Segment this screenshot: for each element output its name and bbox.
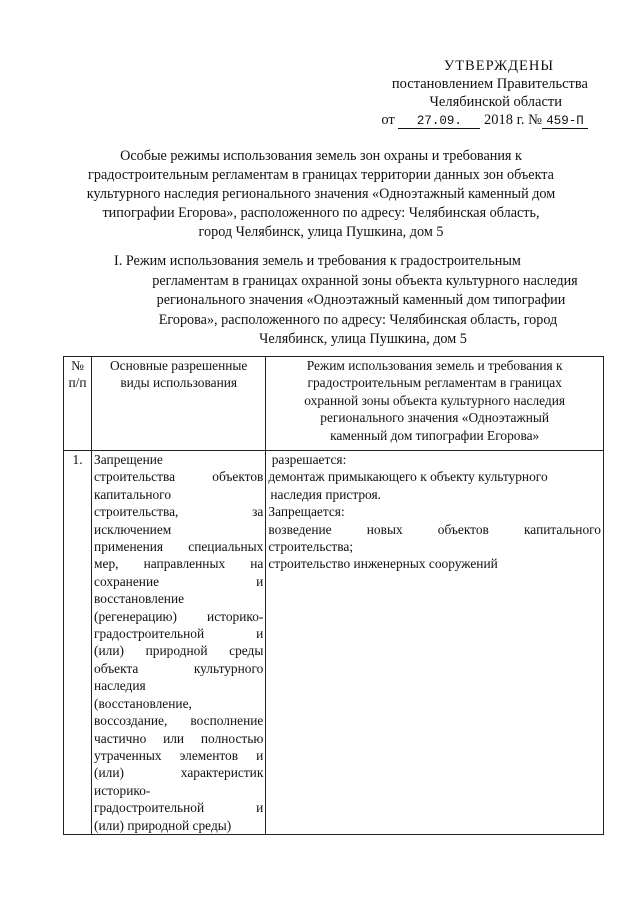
table-row: [64, 451, 604, 835]
uses-line: частично или полностью: [94, 730, 264, 746]
uses-line: Запрещение: [94, 452, 163, 467]
header-uses-line: Основные разрешенные: [110, 358, 248, 373]
uses-line: (или) характеристик: [94, 765, 264, 781]
approval-line-1: постановлением Правительства: [391, 76, 588, 92]
approval-block: [381, 57, 588, 129]
uses-line: воссоздание, восполнение: [94, 713, 264, 729]
uses-line: (восстановление,: [94, 695, 192, 711]
header-regime-line: градостроительным регламентам в границах: [307, 375, 562, 391]
heading-line: Особые режимы использования земель зон охраны и требования к: [120, 148, 522, 164]
header-uses: [92, 357, 266, 451]
heading-line: культурного наследия регионального значения «Одноэтажный каменный дом: [86, 186, 556, 202]
header-uses-line: виды использования: [120, 375, 238, 391]
heading-line: город Челябинск, улица Пушкина, дом 5: [198, 224, 444, 240]
uses-line: исключением: [94, 521, 172, 537]
section-line: I. Режим использования земель и требования к градостроительным: [114, 253, 521, 269]
regime-line: разрешается:: [268, 452, 347, 467]
uses-line: (или) природной среды: [94, 643, 264, 659]
uses-line: строительства объектов: [94, 469, 264, 485]
header-regime-line: охранной зоны объекта культурного наследия: [304, 392, 566, 408]
header-regime-line: Режим использования земель и требования к: [306, 358, 563, 373]
section-title: [106, 252, 606, 350]
uses-line: историко-: [94, 782, 151, 798]
date-prefix: от: [381, 112, 395, 128]
approval-line-2: Челябинской области: [429, 94, 562, 110]
row-uses: [92, 451, 266, 835]
approval-date-line: [381, 111, 588, 129]
document-heading: [56, 147, 586, 242]
section-line: Егорова», расположенного по адресу: Челябинская область, город: [158, 311, 558, 328]
regime-line: демонтаж примыкающего к объекту культурного: [268, 469, 548, 485]
uses-line: (регенерацию) историко-: [94, 608, 264, 624]
header-number-line: п/п: [68, 375, 87, 391]
approval-title: УТВЕРЖДЕНЫ: [443, 58, 554, 74]
regime-line: возведение новых объектов капитального: [268, 521, 601, 537]
heading-line: типографии Егорова», расположенного по адресу: Челябинская область,: [102, 205, 540, 221]
uses-line: применения специальных: [94, 539, 264, 555]
table-header-row: [64, 357, 604, 451]
header-regime: [266, 357, 604, 451]
section-line: регионального значения «Одноэтажный каменный дом типографии: [156, 292, 566, 308]
year-text: 2018 г. №: [483, 112, 542, 128]
uses-line: наследия: [94, 678, 146, 694]
uses-line: утраченных элементов и: [94, 747, 264, 763]
uses-line: капитального: [94, 486, 172, 502]
section-line: регламентам в границах охранной зоны объекта культурного наследия: [152, 272, 578, 289]
heading-line: градостроительным регламентам в границах территории данных зон объекта: [88, 167, 554, 183]
section-line: Челябинск, улица Пушкина, дом 5: [259, 331, 467, 347]
header-number: [64, 357, 92, 451]
handwritten-date: 27.09.: [398, 114, 480, 129]
uses-line: восстановление: [94, 591, 185, 607]
uses-line: (или) природной среды): [94, 817, 232, 833]
header-regime-line: регионального значения «Одноэтажный: [320, 410, 550, 426]
row-regime: [266, 451, 604, 835]
handwritten-number: 459-П: [542, 114, 588, 129]
regime-table: [63, 356, 604, 835]
uses-line: мер, направленных на: [94, 556, 264, 572]
regime-line: Запрещается:: [268, 504, 345, 520]
header-number-line: №: [71, 358, 84, 373]
regime-line: наследия пристроя.: [270, 486, 381, 502]
uses-line: сохранение и: [94, 573, 264, 589]
regime-line: строительство инженерных сооружений: [268, 556, 498, 572]
row-number: 1.: [64, 451, 92, 835]
regime-line: строительства;: [268, 539, 354, 555]
uses-line: градостроительной и: [94, 800, 264, 816]
uses-line: градостроительной и: [94, 626, 264, 642]
uses-line: объекта культурного: [94, 660, 264, 676]
header-regime-line: каменный дом типографии Егорова»: [330, 427, 540, 443]
uses-line: строительства, за: [94, 504, 264, 520]
